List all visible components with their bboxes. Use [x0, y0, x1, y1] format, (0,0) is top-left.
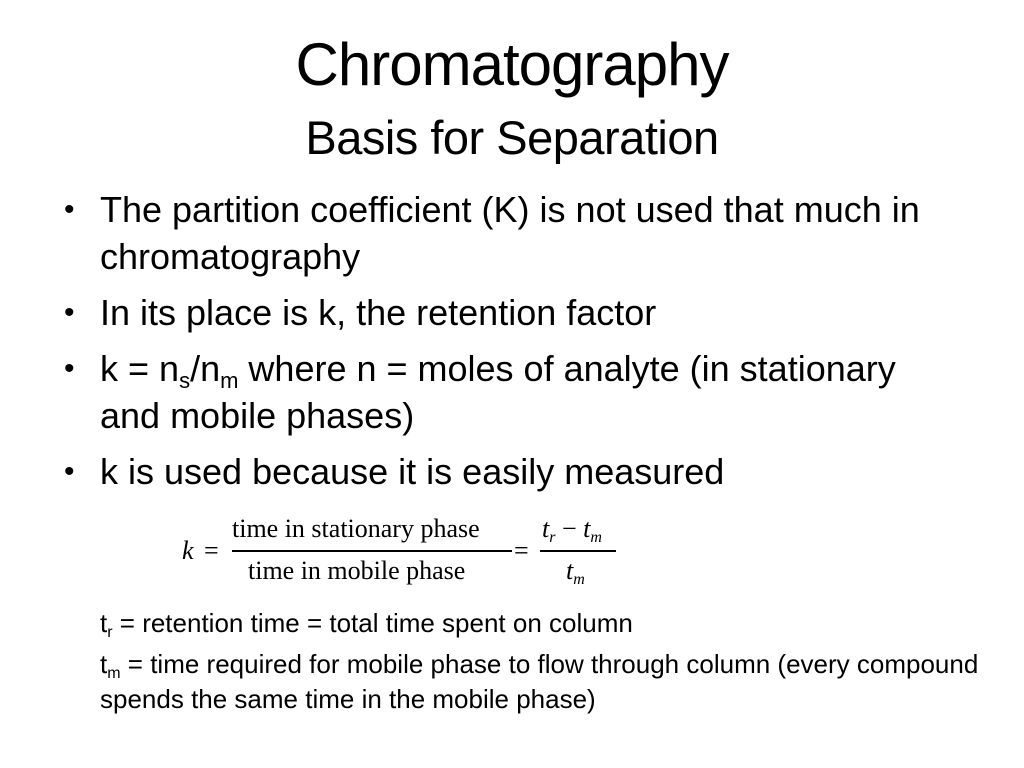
- bullet-text-post: where n = moles of analyte (in stationary and mobile phases): [100, 348, 896, 436]
- bullet-item: [62, 345, 962, 439]
- bullet-dot-icon: •: [64, 296, 75, 329]
- formula-denominator-text: time in mobile phase: [248, 556, 466, 585]
- definition-text: = retention time = total time spent on column: [112, 608, 633, 638]
- subscript-m: m: [573, 571, 585, 588]
- bullet-item: [62, 186, 962, 280]
- t-symbol: t: [542, 514, 550, 543]
- t-symbol: t: [566, 556, 574, 585]
- bullet-text-pre: k = n: [100, 348, 180, 389]
- formula-denominator-expr: [566, 556, 585, 586]
- bullet-item: [62, 448, 962, 495]
- retention-factor-formula: [180, 510, 640, 600]
- subscript-r: r: [549, 529, 556, 546]
- definition-retention-time: [100, 606, 980, 641]
- definition-subscript: r: [107, 624, 113, 641]
- fraction-bar: [232, 550, 512, 552]
- formula-lhs: k: [182, 536, 194, 565]
- slide-subtitle: Basis for Separation: [305, 111, 719, 164]
- formula-numerator-expr: [542, 514, 602, 544]
- bullet-dot-icon: •: [64, 193, 75, 226]
- definitions: [100, 606, 980, 723]
- bullet-list: [62, 186, 962, 504]
- minus-sign: −: [561, 514, 577, 543]
- definition-subscript: m: [107, 665, 121, 682]
- subscript-m: m: [590, 529, 602, 546]
- bullet-text-mid: /n: [190, 348, 221, 389]
- bullet-text: The partition coefficient (K) is not used that much in chromatography: [100, 189, 920, 277]
- bullet-text: In its place is k, the retention factor: [100, 292, 657, 333]
- definition-mobile-phase-time: [100, 647, 980, 717]
- definition-symbol: t: [100, 649, 108, 679]
- definition-symbol: t: [100, 608, 108, 638]
- formula-numerator-text: time in stationary phase: [232, 514, 480, 543]
- bullet-dot-icon: •: [64, 352, 75, 385]
- slide-title: Chromatography: [295, 31, 729, 98]
- t-symbol: t: [583, 514, 591, 543]
- formula-equals: =: [204, 536, 219, 565]
- subscript-m: m: [220, 368, 239, 393]
- subscript-s: s: [179, 368, 191, 393]
- bullet-dot-icon: •: [64, 455, 75, 488]
- bullet-item: [62, 289, 962, 336]
- formula-equals: =: [514, 536, 529, 565]
- fraction-bar: [540, 550, 616, 552]
- definition-text: = time required for mobile phase to flow through column (every compound spends the same time in the mobile phase): [100, 649, 979, 714]
- bullet-text: k is used because it is easily measured: [100, 451, 725, 492]
